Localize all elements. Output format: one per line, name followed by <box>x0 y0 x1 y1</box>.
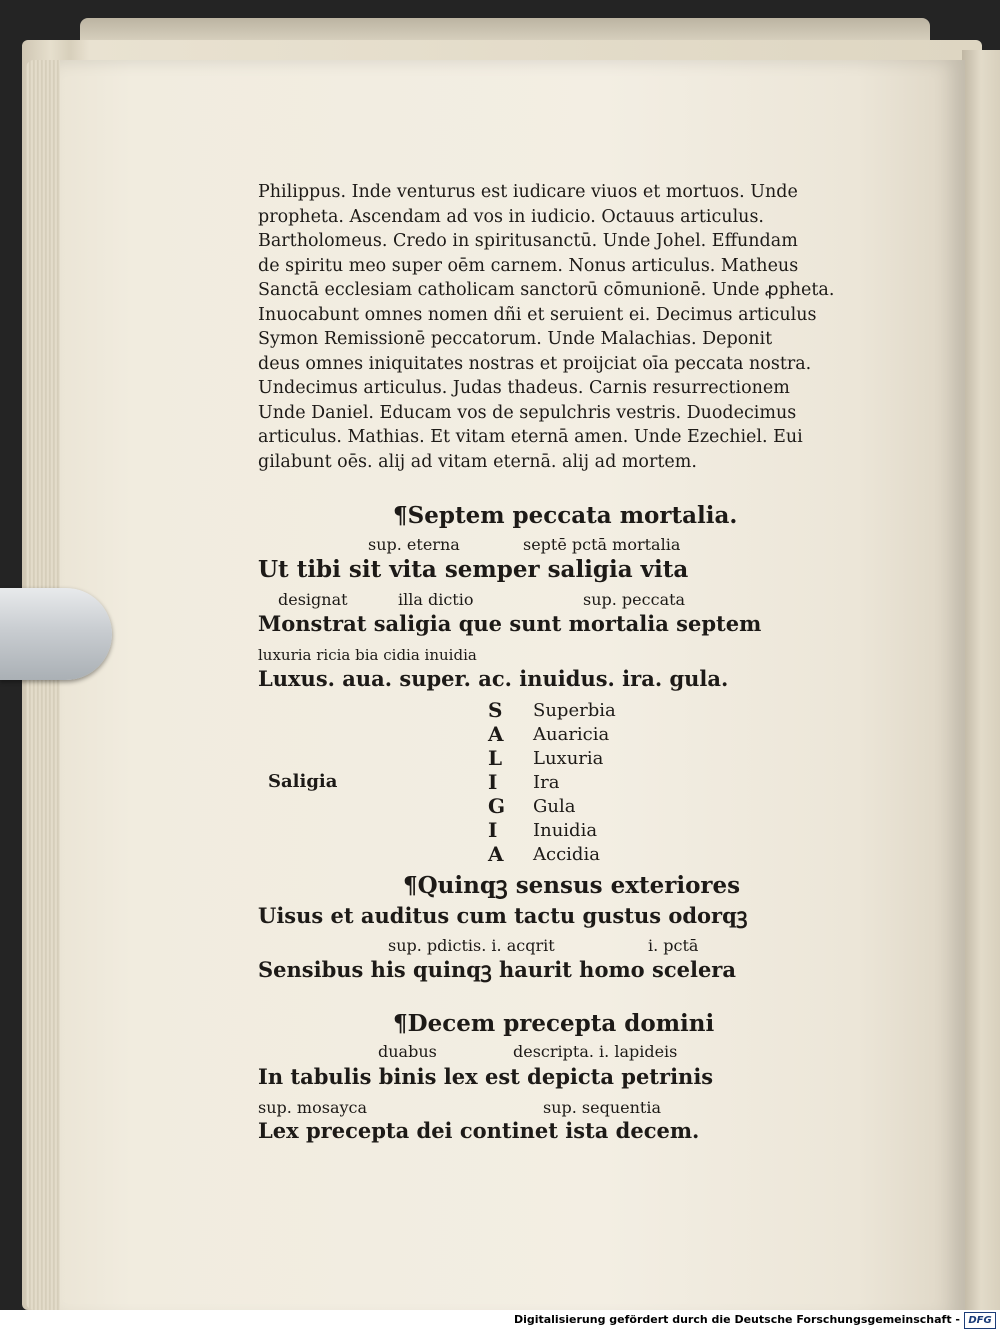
saligia-label: Saligia <box>268 771 338 792</box>
paragraph-line: Bartholomeus. Credo in spiritusanctū. Unde Johel. Effundam <box>258 231 798 251</box>
verse: Ut tibi sit vita semper saligia vita <box>258 556 689 583</box>
paragraph-line: articulus. Mathias. Et vitam eternā amen. Unde Ezechiel. Eui <box>258 427 803 447</box>
sin-name: Accidia <box>533 844 600 865</box>
verse: Lex precepta dei continet ista decem. <box>258 1118 700 1143</box>
paragraph-line: deus omnes iniquitates nostras et proijciat oīa peccata nostra. <box>258 353 812 374</box>
paragraph-line: Symon Remissionē peccatorum. Unde Malachias. Deponit <box>258 329 773 349</box>
verse: Luxus. aua. super. ac. inuidus. ira. gula. <box>258 666 729 691</box>
gloss: sup. pdictis. i. acqrit <box>388 936 555 955</box>
gloss: sup. sequentia <box>543 1098 662 1117</box>
sin-name: Gula <box>533 796 576 817</box>
paragraph-line: de spiritu meo super oēm carnem. Nonus articulus. Matheus <box>258 255 799 276</box>
paragraph-line: Undecimus articulus. Judas thadeus. Carnis resurrectionem <box>258 378 790 398</box>
gloss: designat <box>278 590 348 609</box>
verse: Uisus et auditus cum tactu gustus odorqꝫ <box>258 903 748 928</box>
gloss: sup. mosayca <box>258 1098 368 1117</box>
credo-paragraph <box>258 180 858 474</box>
gloss: descripta. i. lapideis <box>513 1042 678 1061</box>
gloss: septē pctā mortalia <box>523 535 681 554</box>
gloss: duabus <box>378 1042 437 1061</box>
sin-name: Luxuria <box>533 748 604 769</box>
verse: Monstrat saligia que sunt mortalia septem <box>258 611 762 636</box>
sin-name: Inuidia <box>533 820 598 841</box>
saligia-letter: G <box>488 794 506 818</box>
sin-name: Superbia <box>533 700 616 721</box>
facing-page-edge <box>962 50 1000 1310</box>
sin-name: Ira <box>533 772 560 793</box>
paragraph-line: Sanctā ecclesiam catholicam sanctorū cōmunionē. Unde ꝓpheta. <box>258 280 835 300</box>
digitization-footer <box>0 1310 1000 1331</box>
page-stack <box>26 60 62 1310</box>
saligia-letter: S <box>488 698 503 722</box>
sin-name: Auaricia <box>533 724 610 745</box>
saligia-letter: I <box>488 818 498 842</box>
saligia-letter: L <box>488 746 503 770</box>
heading-five-senses: ¶Quinqꝫ sensus exteriores <box>403 872 741 899</box>
saligia-letter: A <box>488 842 504 866</box>
saligia-letter: I <box>488 770 498 794</box>
verse: Sensibus his quinqꝫ haurit homo scelera <box>258 957 736 982</box>
book-clamp <box>0 588 112 680</box>
saligia-letter: A <box>488 722 504 746</box>
paragraph-line: Inuocabunt omnes nomen dñi et seruient ei. Decimus articulus <box>258 304 817 325</box>
paragraph-line: gilabunt oēs. alij ad vitam eternā. alij ad mortem. <box>258 451 697 472</box>
verse: In tabulis binis lex est depicta petrinis <box>258 1064 714 1089</box>
gloss: i. pctā <box>648 936 699 955</box>
heading-seven-deadly-sins: ¶Septem peccata mortalia. <box>393 502 738 529</box>
paragraph-line: propheta. Ascendam ad vos in iudicio. Octauus articulus. <box>258 206 764 227</box>
paragraph-line: Philippus. Inde venturus est iudicare viuos et mortuos. Unde <box>258 182 798 202</box>
paragraph-line: Unde Daniel. Educam vos de sepulchris vestris. Duodecimus <box>258 402 797 423</box>
gloss: illa dictio <box>398 590 474 609</box>
dfg-logo: DFG <box>964 1312 996 1329</box>
page-text <box>258 180 858 1143</box>
gloss: sup. eterna <box>368 535 460 554</box>
funding-notice: Digitalisierung gefördert durch die Deutsche Forschungsgemeinschaft - <box>513 1313 960 1326</box>
gloss: luxuria ricia bia cidia inuidia <box>258 646 477 664</box>
gloss: sup. peccata <box>583 590 686 609</box>
heading-ten-commandments: ¶Decem precepta domini <box>393 1010 715 1037</box>
